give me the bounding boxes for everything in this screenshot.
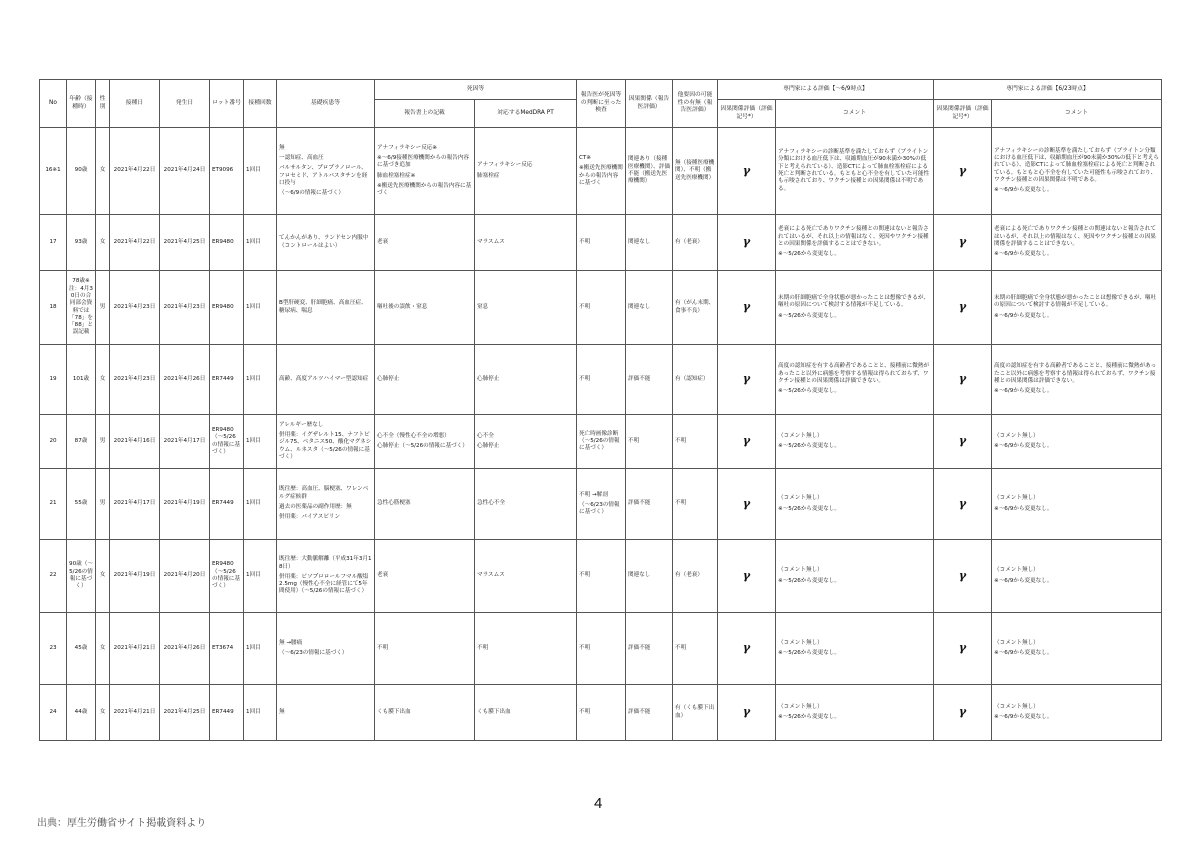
row-lot: ER7449 bbox=[210, 469, 244, 540]
row-report-text bbox=[375, 215, 475, 271]
row-meddra bbox=[475, 540, 577, 613]
row-other-factors bbox=[673, 469, 718, 540]
row-other-factors-line: 有（認知症） bbox=[675, 375, 709, 382]
row-lot: ER9480（～5/26の情報に基づく） bbox=[210, 415, 244, 469]
row-vax-date: 2021年4月21日 bbox=[110, 685, 160, 741]
row-meddra bbox=[475, 215, 577, 271]
row-eval2: γ bbox=[934, 215, 992, 271]
row-exam bbox=[577, 469, 626, 540]
row-age: 90歳 bbox=[67, 128, 96, 215]
row-doses: 1回目 bbox=[244, 128, 277, 215]
row-meddra bbox=[475, 415, 577, 469]
row-meddra-line: 肺塞栓症 bbox=[477, 172, 500, 179]
row-exam bbox=[577, 271, 626, 345]
row-underlying-line: 高齢、高度アルツハイマー型認知症 bbox=[279, 375, 369, 382]
row-lot: ER7449 bbox=[210, 685, 244, 741]
row-onset-date: 2021年4月26日 bbox=[160, 613, 210, 685]
row-exam-line: 不明 bbox=[579, 375, 591, 382]
row-comment2-line: ※～6/9から変更なし。 bbox=[994, 443, 1053, 449]
row-other-factors bbox=[673, 271, 718, 345]
row-underlying-line: 過去の医薬品の副作用歴：無 bbox=[279, 504, 352, 510]
row-vax-date: 2021年4月17日 bbox=[110, 469, 160, 540]
row-age: 55歳 bbox=[67, 469, 96, 540]
row-other-factors bbox=[673, 345, 718, 415]
row-comment2 bbox=[992, 128, 1162, 215]
row-sex: 女 bbox=[96, 685, 110, 741]
row-comment1 bbox=[776, 540, 934, 613]
row-comment1-line: アナフィラキシーの診断基準を満たしておらず（ブライトン分類における血圧低下は、収縮期血圧が90未満か30%の低下と考えられている）、造影CTによって肺血栓塞栓症による死亡と判断されている。もともと心不全を有していた可能性も示唆されており、ワクチン接種との因果関係は不明である。 bbox=[778, 149, 930, 192]
row-comment1-line: 末期の肝細胞癌で全身状態が悪かったことは想像できるが、嘔吐の原因について検討する情報が不足している。 bbox=[778, 295, 930, 309]
row-meddra bbox=[475, 685, 577, 741]
row-comment2-line: 高度の認知症を有する高齢者であることと、接種前に微熱があったこと以外に病態を考察する情報は得られておらず、ワクチン接種との因果関係は評価できない。 bbox=[994, 363, 1157, 384]
row-meddra-line: 心肺停止 bbox=[477, 375, 500, 382]
row-other-factors-line: 有（老衰） bbox=[675, 572, 703, 579]
row-meddra-line: マラスムス bbox=[477, 238, 505, 245]
row-underlying-line: てんかんがあり、ランドセン内服中（コントロールはよい） bbox=[279, 235, 369, 249]
row-meddra bbox=[475, 128, 577, 215]
header-underlying: 基礎疾患等 bbox=[277, 80, 375, 128]
row-causality bbox=[626, 128, 673, 215]
row-no: 20 bbox=[40, 415, 67, 469]
row-report-text-line: ※搬送先医療機関からの報告内容に基づく bbox=[377, 182, 472, 197]
table-body bbox=[40, 128, 1162, 741]
row-onset-date: 2021年4月25日 bbox=[160, 685, 210, 741]
row-comment2-line: ※～6/9から変更なし。 bbox=[994, 505, 1053, 512]
row-vax-date: 2021年4月22日 bbox=[110, 128, 160, 215]
row-underlying-line: 既往歴：高血圧、脳梗塞、ワレンベルグ症候群 bbox=[279, 486, 369, 500]
row-comment1 bbox=[776, 128, 934, 215]
header-expert2: 専門家による評価【6/23時点】 bbox=[934, 80, 1162, 100]
header-onset-date: 発生日 bbox=[160, 80, 210, 128]
row-report-text-line: アナフィラキシー反応※ bbox=[377, 144, 438, 151]
header-expert1: 専門家による評価【～6/9時点】 bbox=[718, 80, 934, 100]
row-report-text bbox=[375, 613, 475, 685]
row-comment2 bbox=[992, 271, 1162, 345]
row-report-text-line: 老衰 bbox=[377, 572, 389, 579]
header-doses: 接種回数 bbox=[244, 80, 277, 128]
row-report-text-line: くも膜下出血 bbox=[377, 708, 411, 715]
row-meddra bbox=[475, 271, 577, 345]
row-causality-line: 関連あり（接種医療機関）、評価不能（搬送先医療機関） bbox=[628, 156, 670, 185]
row-comment1 bbox=[776, 685, 934, 741]
row-onset-date: 2021年4月24日 bbox=[160, 128, 210, 215]
row-sex: 男 bbox=[96, 271, 110, 345]
row-report-text-line: 不明 bbox=[377, 644, 389, 651]
row-doses: 1回目 bbox=[244, 415, 277, 469]
adverse-event-table bbox=[39, 79, 1162, 741]
row-report-text bbox=[375, 271, 475, 345]
row-onset-date: 2021年4月19日 bbox=[160, 469, 210, 540]
row-eval1: γ bbox=[718, 415, 776, 469]
row-onset-date: 2021年4月20日 bbox=[160, 540, 210, 613]
row-age: 101歳 bbox=[67, 345, 96, 415]
row-exam bbox=[577, 685, 626, 741]
row-exam-line: ※搬送先医療機関からの報告内容に基づく bbox=[579, 165, 623, 186]
row-comment1-line: ※～5/26から変更なし。 bbox=[778, 650, 840, 656]
row-comment1-line: （コメント無し） bbox=[778, 703, 823, 710]
row-underlying-line: 既往歴：大動脈解離（平成31年3月18日） bbox=[279, 556, 372, 570]
row-causality bbox=[626, 271, 673, 345]
row-vax-date: 2021年4月16日 bbox=[110, 415, 160, 469]
row-eval2: γ bbox=[934, 128, 992, 215]
header-no: No bbox=[40, 80, 67, 128]
row-causality-line: 評価不能 bbox=[628, 708, 651, 715]
row-comment2-line: ※～6/9から変更なし。 bbox=[994, 714, 1053, 720]
row-exam bbox=[577, 540, 626, 613]
row-report-text bbox=[375, 469, 475, 540]
row-underlying-line: （～6/9の情報に基づく） bbox=[279, 190, 344, 197]
row-comment1-line: 高度の認知症を有する高齢者であることと、接種前に微熱があったこと以外に病態を考察する情報は得られておらず、ワクチン接種との因果関係は評価できない。 bbox=[778, 363, 930, 384]
header-meddra: 対応するMedDRA PT bbox=[475, 100, 577, 128]
row-underlying bbox=[277, 540, 375, 613]
row-other-factors bbox=[673, 415, 718, 469]
row-underlying-line: アレルギー歴なし bbox=[279, 421, 324, 428]
table-row bbox=[40, 613, 1162, 685]
row-underlying-line: 一認知症、高血圧 bbox=[279, 154, 324, 161]
row-comment2-line: （コメント無し） bbox=[994, 432, 1039, 439]
row-comment1 bbox=[776, 215, 934, 271]
table-row bbox=[40, 271, 1162, 345]
row-other-factors bbox=[673, 540, 718, 613]
row-eval2: γ bbox=[934, 613, 992, 685]
row-underlying-line: バルサルタン、プロプラノロール、フロセミド、アトルバスタチンを経口投与 bbox=[279, 165, 368, 186]
row-age: 87歳 bbox=[67, 415, 96, 469]
header-other-factors: 他要因の可能性の有無（報告医評価） bbox=[673, 80, 718, 128]
row-vax-date: 2021年4月23日 bbox=[110, 271, 160, 345]
row-report-text bbox=[375, 345, 475, 415]
row-report-text-line: 心肺停止（～5/26の情報に基づく） bbox=[377, 443, 468, 449]
row-comment2-line: （コメント無し） bbox=[994, 495, 1039, 502]
row-eval1: γ bbox=[718, 345, 776, 415]
row-underlying bbox=[277, 415, 375, 469]
row-underlying-line: 無 →腰痛 bbox=[279, 639, 303, 646]
table-row bbox=[40, 469, 1162, 540]
row-doses: 1回目 bbox=[244, 469, 277, 540]
row-exam-line: 不明 →解剖 bbox=[579, 491, 608, 498]
row-sex: 女 bbox=[96, 128, 110, 215]
row-underlying bbox=[277, 271, 375, 345]
row-comment2-line: 末期の肝細胞癌で全身状態が悪かったことは想像できるが、嘔吐の原因について検討する情報が不足している。 bbox=[994, 295, 1157, 309]
row-comment2-line: ※～6/9から変更なし。 bbox=[994, 187, 1053, 194]
row-meddra bbox=[475, 469, 577, 540]
row-age: 93歳 bbox=[67, 215, 96, 271]
row-eval1: γ bbox=[718, 613, 776, 685]
row-underlying-line: （～6/23の情報に基づく） bbox=[279, 650, 348, 656]
row-causality bbox=[626, 469, 673, 540]
row-comment1-line: ※～5/26から変更なし。 bbox=[778, 714, 840, 720]
row-comment2-line: （コメント無し） bbox=[994, 703, 1039, 710]
row-causality bbox=[626, 613, 673, 685]
row-lot: ER9480 bbox=[210, 215, 244, 271]
row-comment1-line: ※～5/26から変更なし。 bbox=[778, 443, 840, 449]
row-lot: ER7449 bbox=[210, 345, 244, 415]
row-other-factors bbox=[673, 613, 718, 685]
row-report-text-line: 急性心筋梗塞 bbox=[377, 500, 411, 507]
header-vax-date: 接種日 bbox=[110, 80, 160, 128]
row-eval1: γ bbox=[718, 540, 776, 613]
row-onset-date: 2021年4月17日 bbox=[160, 415, 210, 469]
row-comment1-line: （コメント無し） bbox=[778, 495, 823, 502]
row-exam-line: 不明 bbox=[579, 708, 591, 715]
row-meddra-line: 心肺停止 bbox=[477, 443, 500, 449]
row-other-factors-line: 不明 bbox=[675, 437, 687, 444]
row-comment1 bbox=[776, 345, 934, 415]
row-other-factors bbox=[673, 215, 718, 271]
row-comment1-line: ※～5/26から変更なし。 bbox=[778, 251, 840, 258]
row-sex: 男 bbox=[96, 469, 110, 540]
row-eval1: γ bbox=[718, 685, 776, 741]
row-no: 21 bbox=[40, 469, 67, 540]
row-comment2-line: ※～6/9から変更なし。 bbox=[994, 650, 1053, 656]
row-comment2-line: （コメント無し） bbox=[994, 567, 1039, 574]
row-exam bbox=[577, 415, 626, 469]
row-lot: ER9480（～5/26の情報に基づく） bbox=[210, 540, 244, 613]
row-causality bbox=[626, 415, 673, 469]
row-comment1-line: （コメント無し） bbox=[778, 639, 823, 646]
table-row bbox=[40, 345, 1162, 415]
row-causality bbox=[626, 345, 673, 415]
row-no: 18 bbox=[40, 271, 67, 345]
row-eval2: γ bbox=[934, 540, 992, 613]
row-sex: 女 bbox=[96, 540, 110, 613]
row-comment2 bbox=[992, 469, 1162, 540]
row-no: 19 bbox=[40, 345, 67, 415]
row-meddra-line: マラスムス bbox=[477, 572, 505, 579]
header-eval2: 因果関係評価（評価記号*） bbox=[934, 100, 992, 128]
row-comment1 bbox=[776, 415, 934, 469]
row-report-text bbox=[375, 415, 475, 469]
row-exam bbox=[577, 215, 626, 271]
row-comment1 bbox=[776, 613, 934, 685]
row-exam-line: 死亡時画像診断（～5/26の情報に基づく） bbox=[579, 430, 620, 452]
table-row bbox=[40, 540, 1162, 613]
row-comment2-line: ※～6/9から変更なし。 bbox=[994, 251, 1053, 258]
row-sex: 女 bbox=[96, 613, 110, 685]
row-meddra bbox=[475, 345, 577, 415]
row-doses: 1回目 bbox=[244, 215, 277, 271]
row-report-text bbox=[375, 685, 475, 741]
row-doses: 1回目 bbox=[244, 613, 277, 685]
row-other-factors-line: 無（接種医療機関）、不明（搬送先医療機関） bbox=[675, 160, 715, 181]
row-comment2 bbox=[992, 540, 1162, 613]
row-lot: ET3674 bbox=[210, 613, 244, 685]
row-meddra-line: 不明 bbox=[477, 644, 489, 651]
row-causality-line: 評価不能 bbox=[628, 500, 651, 507]
row-age: 78歳※ 注：4月30日の合同部会資料では「78」を「88」と誤記載 bbox=[67, 271, 96, 345]
header-comment1: コメント bbox=[776, 100, 934, 128]
row-meddra bbox=[475, 613, 577, 685]
row-onset-date: 2021年4月23日 bbox=[160, 271, 210, 345]
row-underlying-line: B型肝硬変、肝細胞癌、高血圧症、糖尿病、喘息 bbox=[279, 300, 367, 314]
row-underlying bbox=[277, 685, 375, 741]
row-doses: 1回目 bbox=[244, 540, 277, 613]
row-eval1: γ bbox=[718, 469, 776, 540]
row-doses: 1回目 bbox=[244, 345, 277, 415]
row-vax-date: 2021年4月22日 bbox=[110, 215, 160, 271]
row-causality-line: 関連なし bbox=[628, 238, 651, 245]
row-lot: ER9480 bbox=[210, 271, 244, 345]
row-eval2: γ bbox=[934, 345, 992, 415]
row-causality-line: 関連なし bbox=[628, 572, 651, 579]
row-exam bbox=[577, 613, 626, 685]
row-age: 44歳 bbox=[67, 685, 96, 741]
row-no: 16※1 bbox=[40, 128, 67, 215]
row-doses: 1回目 bbox=[244, 271, 277, 345]
row-age: 45歳 bbox=[67, 613, 96, 685]
source-note: 出典：厚生労働省サイト掲載資料より bbox=[37, 818, 207, 829]
row-comment1 bbox=[776, 469, 934, 540]
row-comment2-line: 老衰による死亡でありワクチン接種との関連はないと報告されてはいるが、それ以上の情報はなく、死因やワクチン接種との因果関係を評価することはできない。 bbox=[994, 226, 1156, 247]
row-comment2 bbox=[992, 345, 1162, 415]
table-row bbox=[40, 415, 1162, 469]
row-comment2-line: ※～6/9から変更なし。 bbox=[994, 312, 1053, 319]
row-underlying-line: 無 bbox=[279, 144, 285, 151]
row-underlying-line: 併用薬：イグザレルト15、ナフトピジル75、ベタニス50、酸化マグネシウム、ルネスタ（～5/26の情報に基づく） bbox=[279, 432, 372, 460]
row-report-text bbox=[375, 540, 475, 613]
row-doses: 1回目 bbox=[244, 685, 277, 741]
row-eval1: γ bbox=[718, 215, 776, 271]
row-vax-date: 2021年4月21日 bbox=[110, 613, 160, 685]
row-vax-date: 2021年4月23日 bbox=[110, 345, 160, 415]
header-lot: ロット番号 bbox=[210, 80, 244, 128]
row-meddra-line: くも膜下出血 bbox=[477, 708, 511, 715]
row-comment1-line: 老衰による死亡でありワクチン接種との関連はないと報告されてはいるが、それ以上の情報はなく、死因やワクチン接種との因果関係を評価することはできない。 bbox=[778, 226, 929, 247]
row-comment2-line: ※～6/9から変更なし。 bbox=[994, 577, 1053, 584]
row-comment1-line: ※～5/26から変更なし。 bbox=[778, 312, 840, 319]
row-underlying-line: 併用薬：バイアスピリン bbox=[279, 514, 341, 521]
row-exam-line: 不明 bbox=[579, 303, 591, 310]
row-eval1: γ bbox=[718, 128, 776, 215]
row-causality bbox=[626, 215, 673, 271]
row-sex: 女 bbox=[96, 215, 110, 271]
row-meddra-line: 窒息 bbox=[477, 303, 489, 310]
header-death-cause: 死因等 bbox=[375, 80, 577, 100]
row-causality-line: 評価不能 bbox=[628, 644, 651, 651]
row-underlying-line: 無 bbox=[279, 708, 285, 715]
row-report-text-line: 老衰 bbox=[377, 238, 389, 245]
row-underlying bbox=[277, 215, 375, 271]
row-exam-line: CT※ bbox=[579, 154, 592, 161]
row-meddra-line: アナフィラキシー反応 bbox=[477, 162, 533, 169]
page-number: 4 bbox=[594, 795, 603, 812]
row-report-text-line: 肺血栓塞栓症※ bbox=[377, 172, 416, 179]
row-age: 90歳（～5/26の情報に基づく） bbox=[67, 540, 96, 613]
row-no: 17 bbox=[40, 215, 67, 271]
row-lot: ET9096 bbox=[210, 128, 244, 215]
row-meddra-line: 急性心不全 bbox=[477, 500, 505, 507]
row-underlying bbox=[277, 613, 375, 685]
header-report-text: 報告書上の記載 bbox=[375, 100, 475, 128]
row-causality-line: 評価不能 bbox=[628, 375, 651, 382]
row-vax-date: 2021年4月19日 bbox=[110, 540, 160, 613]
row-comment2 bbox=[992, 415, 1162, 469]
row-comment2 bbox=[992, 215, 1162, 271]
header-sex: 性別 bbox=[96, 80, 110, 128]
row-onset-date: 2021年4月25日 bbox=[160, 215, 210, 271]
row-meddra-line: 心不全 bbox=[477, 432, 494, 439]
row-report-text-line: 心肺停止 bbox=[377, 375, 400, 382]
row-underlying bbox=[277, 469, 375, 540]
row-comment1-line: ※～5/26から変更なし。 bbox=[778, 505, 840, 512]
row-causality-line: 関連なし bbox=[628, 303, 651, 310]
row-eval2: γ bbox=[934, 271, 992, 345]
row-other-factors-line: 不明 bbox=[675, 644, 687, 651]
row-other-factors-line: 有（がん末期、食事不良） bbox=[675, 300, 715, 314]
row-no: 23 bbox=[40, 613, 67, 685]
row-comment1-line: （コメント無し） bbox=[778, 432, 823, 439]
row-causality bbox=[626, 540, 673, 613]
header-age: 年齢（接種時） bbox=[67, 80, 96, 128]
row-exam-line: 不明 bbox=[579, 644, 591, 651]
row-comment1-line: ※～5/26から変更なし。 bbox=[778, 388, 840, 395]
row-exam bbox=[577, 345, 626, 415]
row-comment1-line: （コメント無し） bbox=[778, 567, 823, 574]
header-comment2: コメント bbox=[992, 100, 1162, 128]
row-exam-line: （～6/23の情報に基づく） bbox=[579, 501, 620, 516]
row-comment2-line: ※～6/9から変更なし。 bbox=[994, 388, 1053, 395]
table-row bbox=[40, 215, 1162, 271]
row-underlying bbox=[277, 128, 375, 215]
row-exam bbox=[577, 128, 626, 215]
row-comment2-line: アナフィラキシーの診断基準を満たしておらず（ブライトン分類における血圧低下は、収縮期血圧が90未満か30%の低下と考えられている）、造影CTによって肺血栓塞栓症による死亡と判断されている。もともと心不全を有していた可能性も示唆されており、ワクチン接種との因果関係は不明である。 bbox=[994, 147, 1160, 183]
table-row bbox=[40, 128, 1162, 215]
row-eval2: γ bbox=[934, 469, 992, 540]
row-eval2: γ bbox=[934, 415, 992, 469]
row-other-factors-line: 不明 bbox=[675, 500, 687, 507]
row-report-text-line: ※～6/9接種医療機関からの報告内容に基づき追加 bbox=[377, 154, 470, 169]
row-underlying bbox=[277, 345, 375, 415]
row-eval2: γ bbox=[934, 685, 992, 741]
row-other-factors-line: 有（くも膜下出血） bbox=[675, 705, 715, 719]
row-no: 24 bbox=[40, 685, 67, 741]
row-causality bbox=[626, 685, 673, 741]
row-comment2-line: （コメント無し） bbox=[994, 639, 1039, 646]
row-exam-line: 不明 bbox=[579, 572, 591, 579]
row-comment1 bbox=[776, 271, 934, 345]
row-comment2 bbox=[992, 613, 1162, 685]
row-comment1-line: ※～5/26から変更なし。 bbox=[778, 577, 840, 584]
table-row bbox=[40, 685, 1162, 741]
header-exam: 報告医が死因等の判断に至った検査 bbox=[577, 80, 626, 128]
header-causality: 因果関係（報告医評価） bbox=[626, 80, 673, 128]
row-report-text-line: 心不全（慢性心不全の増悪） bbox=[377, 432, 450, 439]
row-other-factors bbox=[673, 685, 718, 741]
row-eval1: γ bbox=[718, 271, 776, 345]
row-causality-line: 不明 bbox=[628, 437, 640, 444]
row-comment2 bbox=[992, 685, 1162, 741]
row-sex: 男 bbox=[96, 415, 110, 469]
row-sex: 女 bbox=[96, 345, 110, 415]
row-other-factors bbox=[673, 128, 718, 215]
row-other-factors-line: 有（老衰） bbox=[675, 238, 703, 245]
row-report-text bbox=[375, 128, 475, 215]
row-no: 22 bbox=[40, 540, 67, 613]
header-eval1: 因果関係評価（評価記号*） bbox=[718, 100, 776, 128]
row-underlying-line: 併用薬：ビソプロロールフマル酸塩2.5mg（慢性心不全に経管にて5年間使用）（～5/26の情報に基づく） bbox=[279, 573, 369, 595]
row-report-text-line: 嘔吐後の誤飲・窒息 bbox=[377, 303, 428, 310]
row-exam-line: 不明 bbox=[579, 238, 591, 245]
row-onset-date: 2021年4月26日 bbox=[160, 345, 210, 415]
